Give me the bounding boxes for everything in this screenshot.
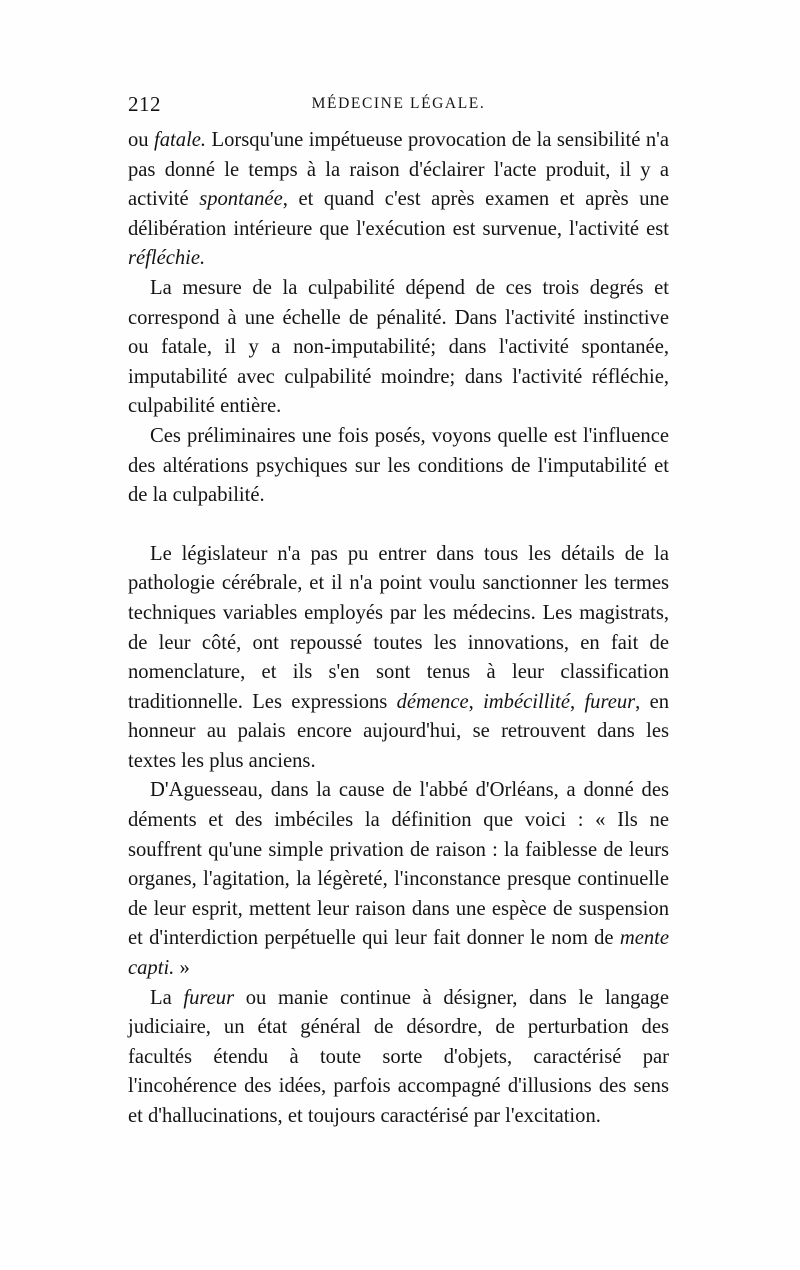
- paragraph-4-separator-2: ,: [570, 690, 585, 713]
- paragraph-6: [128, 984, 669, 1132]
- paragraph-4-italic-imbecillite: imbécillité: [483, 690, 570, 713]
- paragraph-6-italic-fureur: fureur: [183, 986, 235, 1009]
- paragraph-1-text-a: ou: [128, 129, 155, 151]
- paragraph-4: [128, 540, 669, 777]
- paragraph-6-text-b: ou manie continue à désigner, dans le langage judiciaire, un état général de désordre, de perturbation des facultés étendu à toute sorte d'objets, caractérisé par l'incohérence des idées, parfois accompagné d'illusions des sens et d'hallucinations, et toujours caractérisé par l'excitation.: [128, 986, 669, 1127]
- paragraph-1: [128, 126, 669, 274]
- paragraph-4-italic-fureur: fureur: [584, 690, 636, 713]
- paragraph-5: [128, 776, 669, 983]
- running-title: MÉDECINE LÉGALE.: [311, 95, 486, 112]
- paragraph-1-italic-b: spontanée: [199, 188, 283, 211]
- paragraph-5-italic-mente-capti: mente capti.: [128, 927, 669, 980]
- paragraph-1-text-c: , et quand c'est après examen et après une délibération intérieure que l'exécution est survenue, l'activité est: [128, 188, 669, 240]
- paragraph-1-text-b: Lorsqu'une impétueuse provocation de la sensibilité n'a pas donné le temps à la raison d'éclairer l'acte produit, il y a activité: [128, 129, 669, 211]
- paragraph-1-italic-c: réfléchie.: [128, 247, 206, 270]
- page-header: [128, 92, 669, 122]
- paragraph-1-italic-a: fatale.: [154, 129, 207, 151]
- paragraph-4-italic-demence: démence: [396, 690, 469, 713]
- paragraph-5-text-a: D'Aguesseau, dans la cause de l'abbé d'Orléans, a donné des déments et des imbéciles la définition que voici : « Ils ne souffrent qu'une simple privation de raison : la faiblesse de leurs organes, l'agitation, la légèreté, l'inconstance presque continuelle de leur esprit, mettent leur raison dans une espèce de suspension et d'interdiction perpétuelle qui leur fait donner le nom de: [128, 779, 669, 950]
- paragraph-6-text-a: La: [150, 986, 184, 1009]
- paragraph-3: Ces préliminaires une fois posés, voyons quelle est l'influence des altérations psychiques sur les conditions de l'imputabilité et de la culpabilité.: [128, 424, 669, 507]
- paragraph-5-text-b: »: [174, 957, 190, 980]
- paragraph-4-text-a: Le législateur n'a pas pu entrer dans tous les détails de la pathologie cérébrale, et il n'a point voulu sanctionner les termes techniques variables employés par les médecins. Les magistrats, de leur côté, ont repoussé toutes les innovations, en fait de nomenclature, et ils s'en sont tenus à leur classification traditionnelle. Les expressions: [128, 542, 669, 713]
- paragraph-2: La mesure de la culpabilité dépend de ces trois degrés et correspond à une échelle de pénalité. Dans l'activité instinctive ou fatale, il y a non-imputabilité; dans l'activité spontanée, imputabilité avec culpabilité moindre; dans l'activité réfléchie, culpabilité entière.: [128, 276, 669, 418]
- paragraph-4-separator-1: ,: [468, 690, 484, 713]
- paragraph-4-text-b: , en honneur au palais encore aujourd'hui, se retrouvent dans les textes les plus anciens.: [128, 690, 670, 772]
- body-text: [128, 126, 669, 1132]
- page-number: 212: [128, 92, 161, 116]
